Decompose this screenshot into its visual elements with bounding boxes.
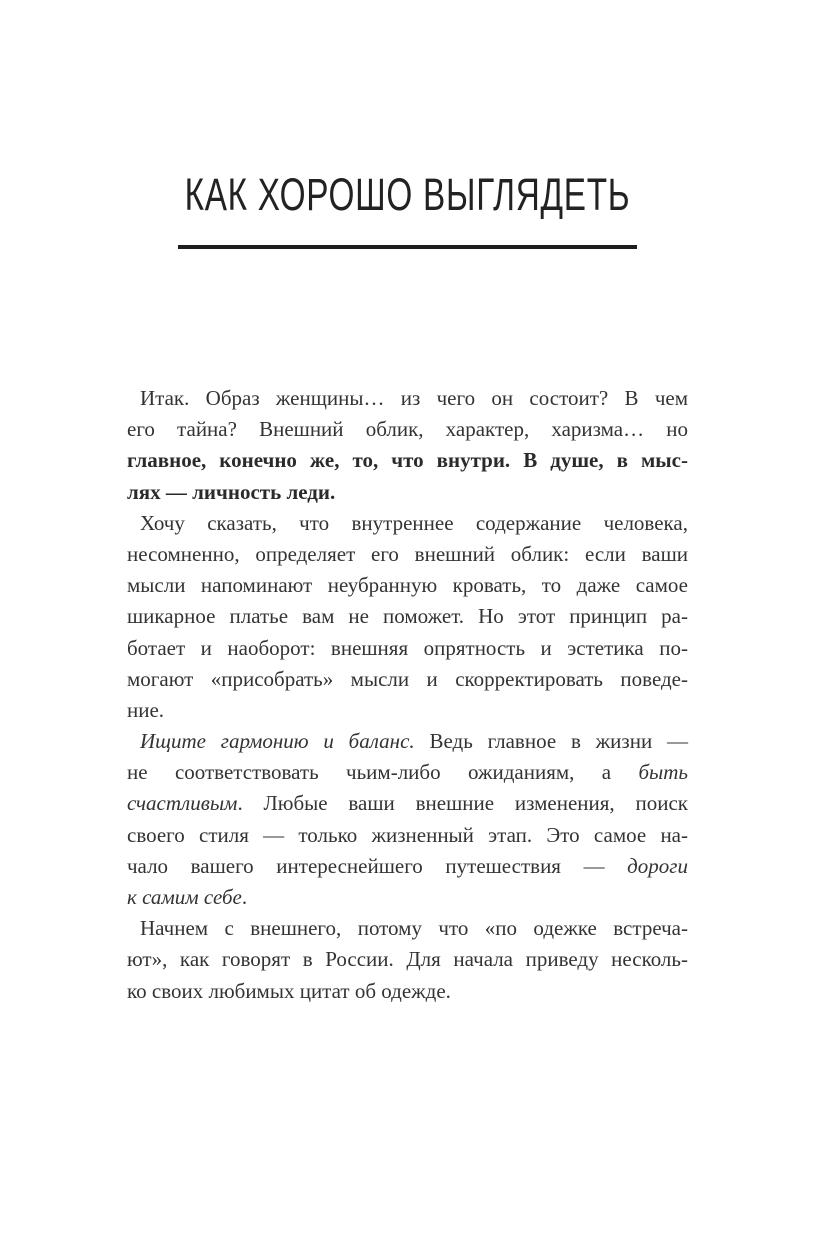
text-line <box>127 882 688 913</box>
text-line <box>127 508 688 539</box>
text-segment: Ведь главное в жизни — <box>414 729 688 754</box>
text-line <box>127 539 688 570</box>
text-line <box>127 445 688 476</box>
text-line <box>127 664 688 695</box>
bold-text: лях — личность леди. <box>127 479 336 504</box>
text-segment: ботает и наоборот: внешняя опрятность и эстетика по- <box>127 635 688 660</box>
text-segment: ко своих любимых цитат об одежде. <box>127 978 451 1003</box>
text-line <box>127 913 688 944</box>
text-segment: своего стиля — только жизненный этап. Это самое на- <box>127 822 688 847</box>
text-segment: ние. <box>127 697 165 722</box>
bold-text: главное, конечно же, то, что внутри. В душе, в мыс- <box>127 448 688 473</box>
text-line <box>127 633 688 664</box>
chapter-body-text <box>127 383 688 1007</box>
text-segment: Начнем с внешнего, потому что «по одежке встреча- <box>140 916 688 941</box>
paragraph <box>127 508 688 726</box>
text-line <box>127 788 688 819</box>
text-line <box>127 944 688 975</box>
text-segment: мысли напоминают неубранную кровать, то даже самое <box>127 573 688 598</box>
text-line <box>127 383 688 414</box>
text-segment: ют», как говорят в России. Для начала приведу несколь- <box>127 947 688 972</box>
text-line <box>127 695 688 726</box>
text-segment: шикарное платье вам не поможет. Но этот принцип ра- <box>127 604 688 629</box>
text-line <box>127 976 688 1007</box>
text-line <box>127 820 688 851</box>
text-line <box>127 757 688 788</box>
text-segment: его тайна? Внешний облик, характер, харизма… но <box>127 417 688 442</box>
text-segment: несомненно, определяет его внешний облик: если ваши <box>127 541 688 566</box>
italic-text: к самим себе <box>127 885 242 909</box>
paragraph <box>127 726 688 913</box>
paragraph <box>127 913 688 1007</box>
text-segment: Хочу сказать, что внутреннее содержание человека, <box>140 510 688 535</box>
text-segment: чало вашего интереснейшего путешествия — <box>127 853 628 878</box>
text-segment: не соответствовать чьим-либо ожиданиям, а <box>127 760 639 785</box>
text-line <box>127 570 688 601</box>
text-line <box>127 601 688 632</box>
text-line <box>127 851 688 882</box>
text-segment: . <box>241 885 248 909</box>
italic-text: Ищите гармонию и баланс. <box>140 729 415 754</box>
text-line <box>127 477 688 508</box>
text-line <box>127 414 688 445</box>
text-segment: . Любые ваши внешние изменения, поиск <box>237 791 688 816</box>
text-segment: могают «присобрать» мысли и скорректировать поведе- <box>127 666 688 691</box>
text-segment: Итак. Образ женщины… из чего он состоит? В чем <box>140 386 688 410</box>
text-line <box>127 726 688 757</box>
title-underline-divider <box>178 245 637 249</box>
italic-text: счастливым <box>127 791 238 816</box>
paragraph <box>127 383 688 508</box>
italic-text: быть <box>638 760 688 785</box>
italic-text: дороги <box>627 853 688 878</box>
chapter-title: КАК ХОРОШО ВЫГЛЯДЕТЬ <box>184 169 631 220</box>
